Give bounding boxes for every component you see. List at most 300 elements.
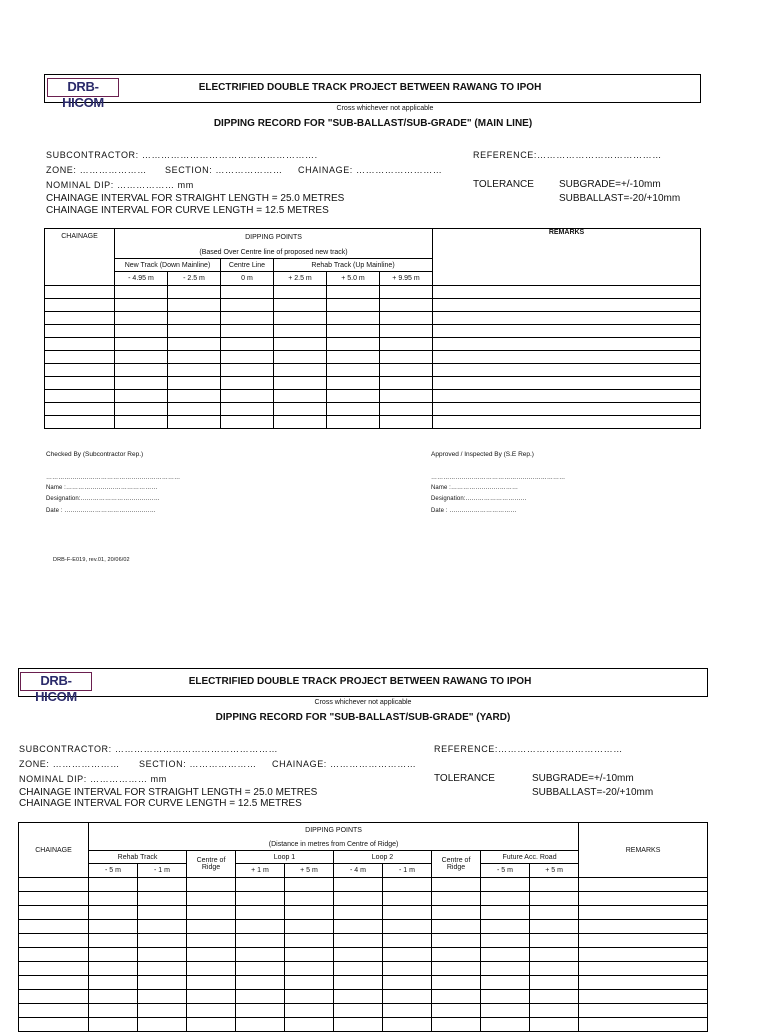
form2-interval-curve: CHAINAGE INTERVAL FOR CURVE LENGTH = 12.5 METRES — [19, 798, 302, 809]
form1-group-new-track: New Track (Down Mainline) — [115, 259, 221, 272]
table-cell[interactable] — [334, 878, 383, 892]
table-cell[interactable] — [334, 990, 383, 1004]
table-cell[interactable] — [285, 878, 334, 892]
table-cell[interactable] — [187, 962, 236, 976]
table-cell[interactable] — [380, 338, 433, 351]
form2-distance-note: (Distance in metres from Centre of Ridge) — [89, 839, 579, 851]
table-cell[interactable] — [433, 416, 701, 429]
table-cell[interactable] — [481, 920, 530, 934]
form1-group-centre-line: Centre Line — [221, 259, 274, 272]
table-cell[interactable] — [433, 299, 701, 312]
table-cell[interactable] — [236, 906, 285, 920]
table-cell[interactable] — [285, 962, 334, 976]
table-cell[interactable] — [115, 403, 168, 416]
table-cell[interactable] — [168, 312, 221, 325]
form2-subballast: SUBBALLAST=-20/+10mm — [532, 787, 654, 798]
table-cell[interactable] — [285, 906, 334, 920]
table-cell[interactable] — [115, 390, 168, 403]
table-cell[interactable] — [45, 338, 115, 351]
table-cell[interactable] — [89, 1004, 138, 1018]
form1-zone: ZONE: ………………… — [46, 165, 147, 175]
table-cell[interactable] — [432, 1004, 481, 1018]
table-cell[interactable] — [274, 338, 327, 351]
table-cell[interactable] — [383, 920, 432, 934]
table-cell[interactable] — [383, 1004, 432, 1018]
table-cell[interactable] — [138, 934, 187, 948]
table-cell[interactable] — [187, 1004, 236, 1018]
table-cell[interactable] — [168, 416, 221, 429]
table-cell[interactable] — [327, 416, 380, 429]
table-cell[interactable] — [334, 1018, 383, 1032]
table-cell[interactable] — [327, 364, 380, 377]
table-cell[interactable] — [115, 364, 168, 377]
form2-centre-of-ridge-2: Centre of Ridge — [432, 851, 481, 878]
form1-date-right: Date : …………………………… — [431, 508, 517, 514]
table-cell[interactable] — [187, 920, 236, 934]
table-cell[interactable] — [187, 892, 236, 906]
table-cell[interactable] — [19, 920, 89, 934]
table-cell[interactable] — [138, 990, 187, 1004]
table-cell[interactable] — [89, 1018, 138, 1032]
table-cell[interactable] — [481, 892, 530, 906]
table-cell[interactable] — [168, 390, 221, 403]
form2-offset: + 5 m — [285, 864, 334, 878]
table-cell[interactable] — [380, 416, 433, 429]
form2-centre-of-ridge-1: Centre of Ridge — [187, 851, 236, 878]
form1-offset: - 2.5 m — [168, 272, 221, 286]
table-cell[interactable] — [380, 390, 433, 403]
table-cell[interactable] — [138, 906, 187, 920]
table-cell[interactable] — [19, 878, 89, 892]
form2-offset: - 5 m — [89, 864, 138, 878]
table-cell[interactable] — [115, 338, 168, 351]
table-cell[interactable] — [334, 934, 383, 948]
table-cell[interactable] — [187, 878, 236, 892]
form1-reference: REFERENCE:………………………………… — [473, 150, 662, 160]
table-cell[interactable] — [327, 390, 380, 403]
form2-group-future: Future Acc. Road — [481, 851, 579, 864]
form1-offset: + 5.0 m — [327, 272, 380, 286]
table-cell[interactable] — [432, 948, 481, 962]
table-cell[interactable] — [579, 934, 708, 948]
form1-checked-by: Checked By (Subcontractor Rep.) — [46, 451, 144, 458]
table-cell[interactable] — [579, 976, 708, 990]
table-cell[interactable] — [481, 934, 530, 948]
form2-table-body — [19, 878, 708, 1032]
form1-approved-by: Approved / Inspected By (S.E Rep.) — [431, 451, 534, 458]
table-cell[interactable] — [380, 351, 433, 364]
form1-offset: - 4.95 m — [115, 272, 168, 286]
table-cell[interactable] — [380, 299, 433, 312]
table-row — [19, 948, 708, 962]
table-cell[interactable] — [432, 906, 481, 920]
table-cell[interactable] — [285, 920, 334, 934]
table-cell[interactable] — [579, 990, 708, 1004]
table-cell[interactable] — [168, 351, 221, 364]
table-cell[interactable] — [274, 416, 327, 429]
form1-offset: + 2.5 m — [274, 272, 327, 286]
table-cell[interactable] — [168, 364, 221, 377]
table-cell[interactable] — [89, 962, 138, 976]
table-cell[interactable] — [236, 962, 285, 976]
table-cell[interactable] — [187, 906, 236, 920]
table-cell[interactable] — [221, 364, 274, 377]
table-cell[interactable] — [138, 1018, 187, 1032]
table-cell[interactable] — [19, 1018, 89, 1032]
table-cell[interactable] — [383, 976, 432, 990]
table-cell[interactable] — [334, 948, 383, 962]
table-cell[interactable] — [19, 1004, 89, 1018]
table-cell[interactable] — [433, 403, 701, 416]
form1-subballast: SUBBALLAST=-20/+10mm — [559, 193, 681, 204]
table-cell[interactable] — [45, 351, 115, 364]
table-cell[interactable] — [432, 934, 481, 948]
table-cell[interactable] — [45, 299, 115, 312]
table-cell[interactable] — [432, 990, 481, 1004]
table-cell[interactable] — [327, 299, 380, 312]
table-cell[interactable] — [45, 416, 115, 429]
table-cell[interactable] — [115, 351, 168, 364]
table-cell[interactable] — [274, 325, 327, 338]
table-cell[interactable] — [221, 377, 274, 390]
table-row — [19, 934, 708, 948]
table-cell[interactable] — [274, 403, 327, 416]
table-cell[interactable] — [274, 390, 327, 403]
table-cell[interactable] — [530, 920, 579, 934]
table-cell[interactable] — [433, 364, 701, 377]
table-cell[interactable] — [115, 299, 168, 312]
table-cell[interactable] — [45, 403, 115, 416]
table-cell[interactable] — [45, 377, 115, 390]
form2-offset: - 1 m — [383, 864, 432, 878]
table-cell[interactable] — [334, 962, 383, 976]
table-cell[interactable] — [579, 1018, 708, 1032]
form1-name-right: Name :…………………………… — [431, 485, 519, 491]
form2-cross-note: Cross whichever not applicable — [314, 699, 412, 706]
table-cell[interactable] — [432, 892, 481, 906]
table-cell[interactable] — [89, 948, 138, 962]
form2-group-loop2: Loop 2 — [334, 851, 432, 864]
table-cell[interactable] — [45, 286, 115, 299]
form1-interval-curve: CHAINAGE INTERVAL FOR CURVE LENGTH = 12.5 METRES — [46, 205, 329, 216]
table-cell[interactable] — [327, 377, 380, 390]
table-row — [19, 976, 708, 990]
table-cell[interactable] — [530, 878, 579, 892]
table-cell[interactable] — [432, 920, 481, 934]
table-cell[interactable] — [334, 920, 383, 934]
table-cell[interactable] — [433, 351, 701, 364]
table-cell[interactable] — [327, 338, 380, 351]
table-cell[interactable] — [19, 892, 89, 906]
table-cell[interactable] — [274, 312, 327, 325]
table-cell[interactable] — [19, 990, 89, 1004]
form2-offset: + 1 m — [236, 864, 285, 878]
table-cell[interactable] — [481, 990, 530, 1004]
table-cell[interactable] — [383, 1018, 432, 1032]
table-cell[interactable] — [380, 403, 433, 416]
form1-record-title: DIPPING RECORD FOR "SUB-BALLAST/SUB-GRADE" (MAIN LINE) — [213, 118, 533, 129]
table-cell[interactable] — [138, 948, 187, 962]
table-cell[interactable] — [138, 1004, 187, 1018]
table-cell[interactable] — [530, 990, 579, 1004]
form2-col-chainage: CHAINAGE — [19, 823, 89, 878]
table-cell[interactable] — [89, 892, 138, 906]
table-row — [45, 325, 701, 338]
table-row — [19, 920, 708, 934]
table-cell[interactable] — [221, 416, 274, 429]
table-cell[interactable] — [432, 962, 481, 976]
table-cell[interactable] — [168, 403, 221, 416]
form1-subgrade: SUBGRADE=+/-10mm — [559, 179, 661, 190]
table-row — [19, 1004, 708, 1018]
form2-interval-straight: CHAINAGE INTERVAL FOR STRAIGHT LENGTH = 25.0 METRES — [19, 787, 318, 798]
form2-dipping-points: DIPPING POINTS — [89, 823, 579, 839]
table-cell[interactable] — [236, 934, 285, 948]
form1-tolerance-label: TOLERANCE — [473, 179, 534, 190]
table-cell[interactable] — [115, 286, 168, 299]
table-cell[interactable] — [432, 878, 481, 892]
table-cell[interactable] — [327, 403, 380, 416]
table-cell[interactable] — [380, 364, 433, 377]
table-cell[interactable] — [383, 962, 432, 976]
form2-group-rehab: Rehab Track — [89, 851, 187, 864]
table-row — [45, 403, 701, 416]
table-cell[interactable] — [380, 312, 433, 325]
table-row — [45, 377, 701, 390]
form2-section: SECTION: ………………… — [139, 759, 257, 769]
table-row — [45, 390, 701, 403]
table-cell[interactable] — [433, 377, 701, 390]
table-cell[interactable] — [89, 878, 138, 892]
table-cell[interactable] — [530, 892, 579, 906]
table-cell[interactable] — [383, 892, 432, 906]
form1-dipping-table — [44, 228, 701, 429]
table-cell[interactable] — [530, 1004, 579, 1018]
form2-col-remarks: REMARKS — [579, 823, 708, 878]
table-cell[interactable] — [115, 325, 168, 338]
table-cell[interactable] — [187, 990, 236, 1004]
table-cell[interactable] — [579, 906, 708, 920]
table-cell[interactable] — [274, 377, 327, 390]
table-cell[interactable] — [334, 906, 383, 920]
table-cell[interactable] — [274, 364, 327, 377]
table-row — [45, 351, 701, 364]
table-row — [45, 364, 701, 377]
table-cell[interactable] — [380, 325, 433, 338]
table-cell[interactable] — [45, 325, 115, 338]
table-cell[interactable] — [530, 962, 579, 976]
table-cell[interactable] — [221, 325, 274, 338]
table-cell[interactable] — [221, 299, 274, 312]
form1-section: SECTION: ………………… — [165, 165, 283, 175]
table-cell[interactable] — [433, 286, 701, 299]
table-cell[interactable] — [19, 906, 89, 920]
table-cell[interactable] — [138, 920, 187, 934]
table-row — [45, 312, 701, 325]
form1-table-body — [45, 286, 701, 429]
table-cell[interactable] — [327, 312, 380, 325]
table-cell[interactable] — [530, 948, 579, 962]
table-cell[interactable] — [579, 948, 708, 962]
table-cell[interactable] — [89, 920, 138, 934]
table-cell[interactable] — [285, 976, 334, 990]
table-cell[interactable] — [19, 976, 89, 990]
table-cell[interactable] — [115, 377, 168, 390]
table-cell[interactable] — [579, 962, 708, 976]
table-cell[interactable] — [285, 948, 334, 962]
table-cell[interactable] — [481, 948, 530, 962]
table-cell[interactable] — [19, 948, 89, 962]
table-cell[interactable] — [221, 390, 274, 403]
table-cell[interactable] — [285, 892, 334, 906]
table-cell[interactable] — [285, 990, 334, 1004]
table-cell[interactable] — [187, 1018, 236, 1032]
table-cell[interactable] — [530, 906, 579, 920]
form1-offset: 0 m — [221, 272, 274, 286]
table-cell[interactable] — [115, 312, 168, 325]
table-cell[interactable] — [334, 892, 383, 906]
table-cell[interactable] — [274, 351, 327, 364]
form1-designation-right: Designation:………………………… — [431, 496, 527, 502]
table-cell[interactable] — [579, 920, 708, 934]
form1-dipping-points: DIPPING POINTS — [115, 229, 433, 247]
table-cell[interactable] — [274, 299, 327, 312]
table-cell[interactable] — [221, 312, 274, 325]
form2-offset: - 1 m — [138, 864, 187, 878]
table-cell[interactable] — [481, 878, 530, 892]
table-cell[interactable] — [383, 906, 432, 920]
table-cell[interactable] — [579, 1004, 708, 1018]
table-row — [19, 962, 708, 976]
table-cell[interactable] — [481, 962, 530, 976]
table-cell[interactable] — [274, 286, 327, 299]
table-cell[interactable] — [530, 1018, 579, 1032]
table-cell[interactable] — [579, 892, 708, 906]
table-cell[interactable] — [45, 312, 115, 325]
table-cell[interactable] — [236, 920, 285, 934]
table-cell[interactable] — [236, 892, 285, 906]
table-cell[interactable] — [383, 948, 432, 962]
table-cell[interactable] — [236, 990, 285, 1004]
table-cell[interactable] — [19, 962, 89, 976]
table-cell[interactable] — [481, 976, 530, 990]
table-row — [45, 299, 701, 312]
table-cell[interactable] — [383, 934, 432, 948]
form2-subgrade: SUBGRADE=+/-10mm — [532, 773, 634, 784]
table-cell[interactable] — [432, 1018, 481, 1032]
table-cell[interactable] — [89, 976, 138, 990]
table-cell[interactable] — [481, 1018, 530, 1032]
table-cell[interactable] — [168, 286, 221, 299]
table-cell[interactable] — [236, 948, 285, 962]
table-cell[interactable] — [89, 934, 138, 948]
table-cell[interactable] — [187, 934, 236, 948]
table-cell[interactable] — [19, 934, 89, 948]
table-cell[interactable] — [285, 1004, 334, 1018]
table-cell[interactable] — [221, 351, 274, 364]
table-cell[interactable] — [168, 325, 221, 338]
form1-interval-straight: CHAINAGE INTERVAL FOR STRAIGHT LENGTH = 25.0 METRES — [46, 193, 345, 204]
table-cell[interactable] — [285, 1018, 334, 1032]
form1-col-chainage: CHAINAGE — [45, 229, 115, 286]
form1-nominal-dip: NOMINAL DIP: ……………… mm — [46, 180, 194, 190]
table-cell[interactable] — [221, 338, 274, 351]
table-cell[interactable] — [327, 351, 380, 364]
table-cell[interactable] — [334, 1004, 383, 1018]
table-row — [45, 338, 701, 351]
table-cell[interactable] — [327, 286, 380, 299]
table-cell[interactable] — [168, 338, 221, 351]
table-cell[interactable] — [327, 325, 380, 338]
form1-sign-line-right: ………………………………………………………… — [431, 475, 566, 481]
table-cell[interactable] — [89, 990, 138, 1004]
table-cell[interactable] — [383, 990, 432, 1004]
table-cell[interactable] — [481, 906, 530, 920]
form2-reference: REFERENCE:………………………………… — [434, 744, 623, 754]
form2-project-title: ELECTRIFIED DOUBLE TRACK PROJECT BETWEEN RAWANG TO IPOH — [188, 676, 532, 687]
table-cell[interactable] — [168, 299, 221, 312]
table-row — [19, 892, 708, 906]
table-cell[interactable] — [432, 976, 481, 990]
table-cell[interactable] — [530, 934, 579, 948]
table-cell[interactable] — [380, 377, 433, 390]
table-cell[interactable] — [433, 390, 701, 403]
form1-subcontractor: SUBCONTRACTOR: ………………………………………………. — [46, 150, 318, 160]
form1-col-remarks: REMARKS — [433, 229, 701, 286]
table-cell[interactable] — [383, 878, 432, 892]
form1-project-title: ELECTRIFIED DOUBLE TRACK PROJECT BETWEEN RAWANG TO IPOH — [198, 82, 542, 93]
table-cell[interactable] — [138, 976, 187, 990]
form2-offset: + 5 m — [530, 864, 579, 878]
form1-logo: DRB-HICOM — [47, 78, 119, 97]
table-cell[interactable] — [236, 1018, 285, 1032]
table-cell[interactable] — [285, 934, 334, 948]
table-cell[interactable] — [433, 338, 701, 351]
table-row — [19, 990, 708, 1004]
table-row — [19, 906, 708, 920]
table-cell[interactable] — [481, 1004, 530, 1018]
table-cell[interactable] — [236, 878, 285, 892]
form1-group-rehab: Rehab Track (Up Mainline) — [274, 259, 433, 272]
form1-cross-note: Cross whichever not applicable — [336, 105, 434, 112]
table-cell[interactable] — [168, 377, 221, 390]
table-cell[interactable] — [187, 976, 236, 990]
table-cell[interactable] — [236, 976, 285, 990]
table-cell[interactable] — [89, 906, 138, 920]
form2-offset: - 5 m — [481, 864, 530, 878]
table-cell[interactable] — [530, 976, 579, 990]
table-cell[interactable] — [138, 892, 187, 906]
form1-offset: + 9.95 m — [380, 272, 433, 286]
table-cell[interactable] — [138, 962, 187, 976]
table-cell[interactable] — [236, 1004, 285, 1018]
table-row — [45, 286, 701, 299]
table-cell[interactable] — [433, 325, 701, 338]
table-cell[interactable] — [221, 286, 274, 299]
table-cell[interactable] — [579, 878, 708, 892]
table-cell[interactable] — [45, 364, 115, 377]
table-row — [19, 878, 708, 892]
table-cell[interactable] — [334, 976, 383, 990]
table-cell[interactable] — [115, 416, 168, 429]
table-cell[interactable] — [380, 286, 433, 299]
form2-chainage: CHAINAGE: ……………………… — [272, 759, 417, 769]
table-cell[interactable] — [45, 390, 115, 403]
table-cell[interactable] — [187, 948, 236, 962]
table-cell[interactable] — [138, 878, 187, 892]
table-cell[interactable] — [433, 312, 701, 325]
table-cell[interactable] — [221, 403, 274, 416]
